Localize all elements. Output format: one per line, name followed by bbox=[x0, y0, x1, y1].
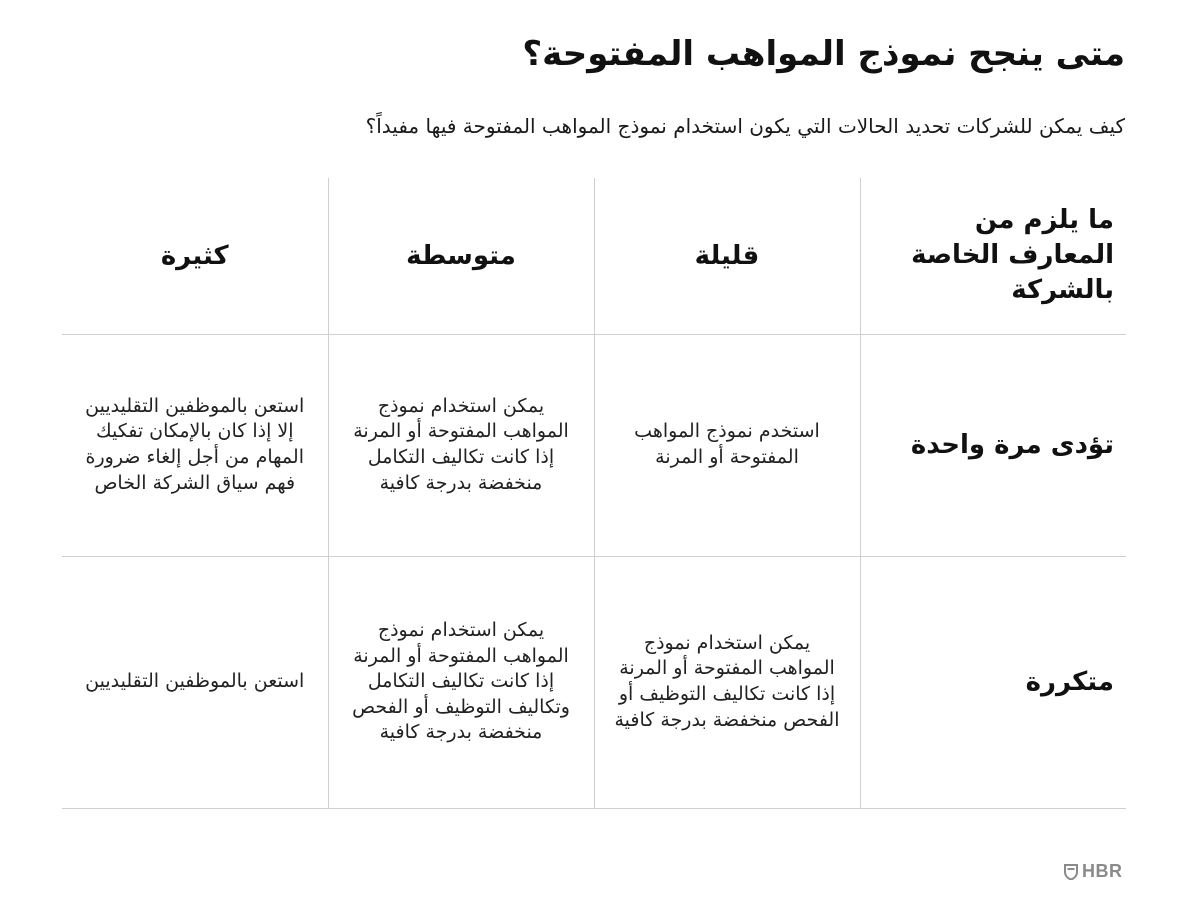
cell-one-time-medium: يمكن استخدام نموذج المواهب المفتوحة أو المرنة إذا كانت تكاليف التكامل منخفضة بدرجة كافية bbox=[328, 334, 594, 556]
corner-header: ما يلزم من المعارف الخاصة بالشركة bbox=[860, 178, 1126, 334]
cell-recurring-medium: يمكن استخدام نموذج المواهب المفتوحة أو المرنة إذا كانت تكاليف التكامل وتكاليف التوظيف أو الفحص منخفضة بدرجة كافية bbox=[328, 556, 594, 808]
header-row bbox=[62, 178, 1126, 334]
hbr-logo bbox=[1064, 861, 1123, 882]
column-header-medium: متوسطة bbox=[328, 178, 594, 334]
matrix-table bbox=[62, 178, 1126, 809]
column-header-high: كثيرة bbox=[62, 178, 328, 334]
table-row-one-time bbox=[62, 334, 1126, 556]
cell-recurring-low: يمكن استخدام نموذج المواهب المفتوحة أو المرنة إذا كانت تكاليف التوظيف أو الفحص منخفضة بدرجة كافية bbox=[594, 556, 860, 808]
hbr-logo-text: HBR bbox=[1082, 861, 1123, 881]
column-header-low: قليلة bbox=[594, 178, 860, 334]
cell-recurring-high: استعن بالموظفين التقليديين bbox=[62, 556, 328, 808]
decision-matrix bbox=[64, 178, 1126, 808]
page-title: متى ينجح نموذج المواهب المفتوحة؟ bbox=[522, 34, 1125, 74]
cell-one-time-high: استعن بالموظفين التقليديين إلا إذا كان بالإمكان تفكيك المهام من أجل إلغاء ضرورة فهم سياق الشركة الخاص bbox=[62, 334, 328, 556]
page-subtitle: كيف يمكن للشركات تحديد الحالات التي يكون استخدام نموذج المواهب المفتوحة فيها مفيداً؟ bbox=[365, 114, 1125, 138]
hbr-shield-icon bbox=[1064, 864, 1078, 880]
table-row-recurring bbox=[62, 556, 1126, 808]
row-header-one-time: تؤدى مرة واحدة bbox=[860, 334, 1126, 556]
row-header-recurring: متكررة bbox=[860, 556, 1126, 808]
cell-one-time-low: استخدم نموذج المواهب المفتوحة أو المرنة bbox=[594, 334, 860, 556]
